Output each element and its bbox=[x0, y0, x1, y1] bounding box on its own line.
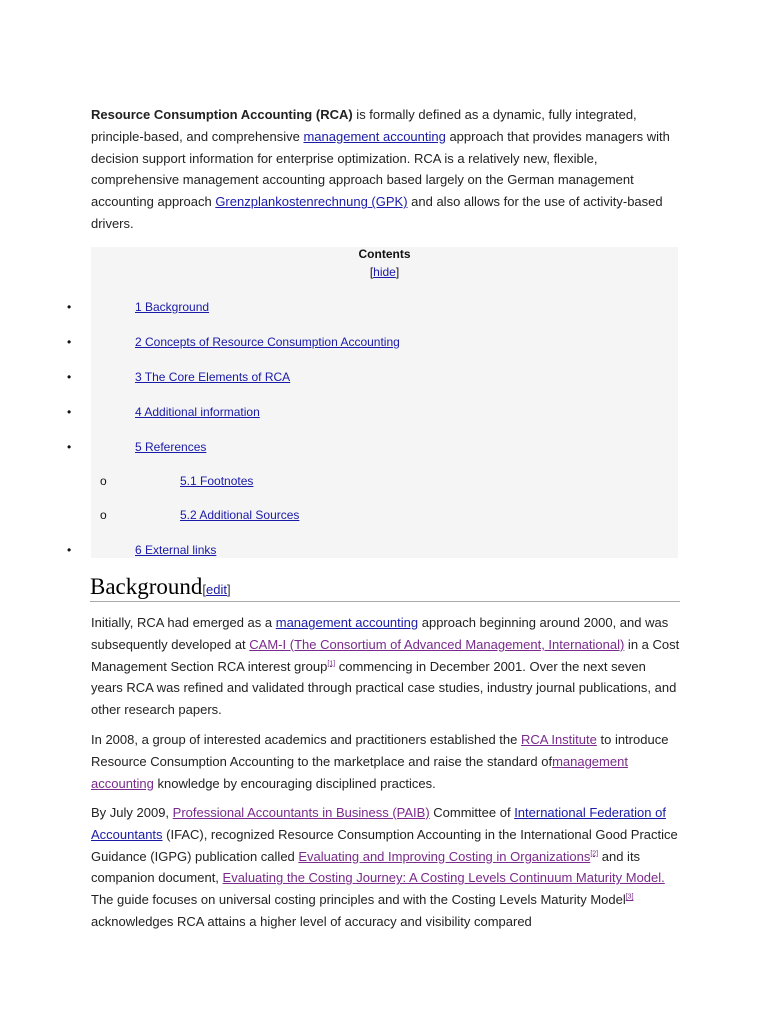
edit-link[interactable]: edit bbox=[206, 582, 228, 597]
toc-bullet: • bbox=[67, 370, 72, 384]
toc-bullet: • bbox=[67, 440, 72, 454]
toc-bullet: • bbox=[67, 543, 72, 557]
toc-item-core-elements[interactable]: 3 The Core Elements of RCA bbox=[135, 370, 291, 384]
toc-item-background[interactable]: 1 Background bbox=[135, 300, 210, 314]
intro-term: Resource Consumption Accounting (RCA) bbox=[91, 107, 353, 122]
background-paragraph-2: In 2008, a group of interested academics and practitioners established the RCA Institute to introduce Resource Consumption Accounting to the marketplace and raise the standard ofmanagement accounting knowledge by encouraging disciplined practices. bbox=[91, 732, 669, 791]
link-paib[interactable]: Professional Accountants in Business (PAIB) bbox=[172, 805, 430, 820]
footnote-3-link[interactable]: [3] bbox=[625, 893, 634, 901]
toc-bullet: • bbox=[67, 335, 72, 349]
link-evaluating-improving-costing[interactable]: Evaluating and Improving Costing in Organizations bbox=[298, 848, 591, 864]
link-management-accounting[interactable]: management accounting bbox=[303, 128, 446, 144]
link-costing-journey[interactable]: Evaluating the Costing Journey: A Costing Levels Continuum Maturity Model. bbox=[222, 870, 665, 886]
link-cam-i[interactable]: CAM-I (The Consortium of Advanced Management, International) bbox=[249, 636, 625, 652]
link-ifac[interactable]: International Federation of Accountants bbox=[91, 805, 666, 842]
toc-sub-bullet: o bbox=[100, 474, 107, 488]
link-management-accounting-3[interactable]: management accounting bbox=[91, 753, 628, 791]
link-rca-institute[interactable]: RCA Institute bbox=[521, 732, 597, 747]
footnote-2-link[interactable]: [2] bbox=[590, 850, 599, 858]
link-gpk[interactable]: Grenzplankostenrechnung (GPK) bbox=[215, 194, 408, 210]
background-paragraph-1: Initially, RCA had emerged as a management accounting approach beginning around 2000, and was subsequently developed at CAM-I (The Consortium of Advanced Management, International) in a Cost Management Section RCA interest group[1] commencing in December 2001. Over the next seven years RCA was refined and validated through practical case studies, industry journal publications, and other research papers. bbox=[91, 615, 680, 718]
toc-item-additional-information[interactable]: 4 Additional information bbox=[135, 405, 260, 419]
edit-control: [edit] bbox=[202, 582, 231, 597]
section-heading-background bbox=[90, 574, 680, 602]
toc-item-references[interactable]: 5 References bbox=[135, 440, 207, 454]
link-management-accounting-2[interactable]: management accounting bbox=[275, 615, 419, 630]
toc-hide-link[interactable]: hide bbox=[373, 265, 396, 279]
toc-item-footnotes[interactable]: 5.1 Footnotes bbox=[180, 474, 254, 488]
toc-item-additional-sources[interactable]: 5.2 Additional Sources bbox=[180, 508, 300, 522]
toc-item-concepts[interactable]: 2 Concepts of Resource Consumption Accounting bbox=[135, 335, 400, 349]
toc-sub-bullet: o bbox=[100, 508, 107, 522]
toc-bullet: • bbox=[67, 300, 72, 314]
toc-title: Contents bbox=[358, 247, 411, 261]
toc-bullet: • bbox=[67, 405, 72, 419]
intro-paragraph: Resource Consumption Accounting (RCA) is formally defined as a dynamic, fully integrated, principle-based, and comprehensive management accounting approach that provides managers with decision support information for enterprise optimization. RCA is a relatively new, flexible, comprehensive management accounting approach based largely on the German management accounting approach Grenzplankostenrechnung (GPK) and also allows for the use of activity-based drivers. bbox=[91, 107, 670, 231]
toc-item-external-links[interactable]: 6 External links bbox=[135, 543, 217, 557]
toc-hide-control: [hide] bbox=[369, 265, 400, 279]
section-heading: Background[edit] bbox=[90, 574, 231, 599]
background-paragraph-3: By July 2009, Professional Accountants in Business (PAIB) Committee of International Federation of Accountants (IFAC), recognized Resource Consumption Accounting in the International Good Practice Guidance (IGPG) publication called Evaluating and Improving Costing in Organizations[2] and its companion document, Evaluating the Costing Journey: A Costing Levels Continuum Maturity Model. The guide focuses on universal costing principles and with the Costing Levels Maturity Model[3] acknowledges RCA attains a higher level of accuracy and visibility compared bbox=[91, 805, 678, 929]
footnote-1-link[interactable]: [1] bbox=[327, 660, 336, 668]
